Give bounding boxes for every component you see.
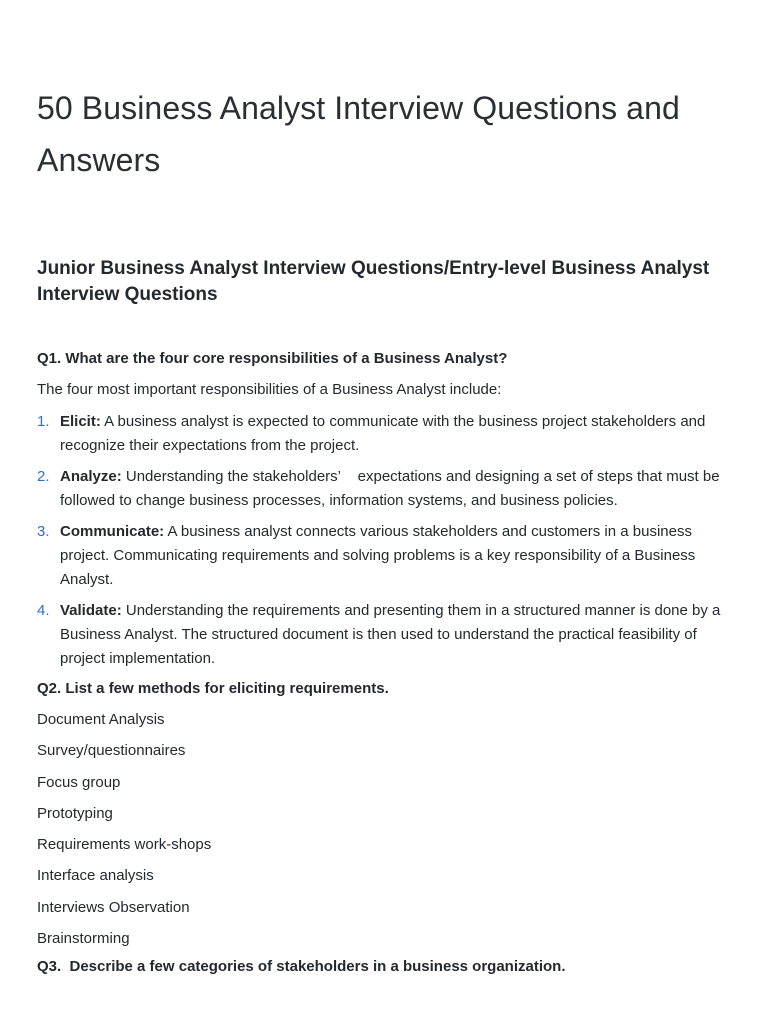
- list-item: Interviews Observation: [37, 898, 190, 916]
- list-item-term: Analyze:: [60, 468, 122, 485]
- list-item: Document Analysis: [37, 711, 165, 728]
- question-1: Q1. What are the four core responsibilities of a Business Analyst?: [37, 350, 508, 367]
- list-item-term: Validate:: [60, 602, 122, 619]
- list-item-text: Understanding the stakeholders’ expectations and designing a set of steps that must be followed to change business processes, information systems, and business policies.: [60, 468, 720, 509]
- question-3: Q3. Describe a few categories of stakeholders in a business organization.: [37, 958, 566, 976]
- list-number: 3.: [37, 523, 50, 540]
- list-item: Focus group: [37, 773, 121, 791]
- list-item-text: A business analyst is expected to communicate with the business project stakeholders and recognize their expectations from the project.: [60, 413, 706, 454]
- list-item-term: Elicit:: [60, 413, 101, 430]
- list-item: [37, 465, 731, 513]
- list-item: Brainstorming: [37, 930, 130, 948]
- article: [37, 0, 731, 978]
- section-heading: Junior Business Analyst Interview Questions/Entry-level Business Analyst Interview Questions: [37, 258, 710, 305]
- responsibilities-list: [37, 410, 731, 671]
- list-number: 2.: [37, 468, 50, 485]
- question-2: Q2. List a few methods for eliciting requirements.: [37, 680, 389, 697]
- list-number: 1.: [37, 413, 50, 430]
- list-item: Prototyping: [37, 804, 113, 822]
- list-item: Survey/questionnaires: [37, 742, 186, 760]
- list-item-term: Communicate:: [60, 523, 165, 540]
- methods-list: [37, 709, 731, 950]
- list-item: Interface analysis: [37, 867, 154, 885]
- list-item: [37, 599, 731, 671]
- list-item-text: A business analyst connects various stakeholders and customers in a business project. Communicating requirements and solving problems is a key responsibility of a Business Analyst.: [60, 523, 696, 588]
- list-item: [37, 410, 731, 458]
- list-item-text: Understanding the requirements and presenting them in a structured manner is done by a Business Analyst. The structured document is then used to understand the practical feasibility of project implementation.: [60, 602, 721, 667]
- list-item: Requirements work-shops: [37, 836, 212, 854]
- page-title: 50 Business Analyst Interview Questions and Answers: [37, 90, 680, 178]
- list-number: 4.: [37, 602, 50, 619]
- question-1-intro: The four most important responsibilities of a Business Analyst include:: [37, 381, 502, 398]
- list-item: [37, 520, 731, 592]
